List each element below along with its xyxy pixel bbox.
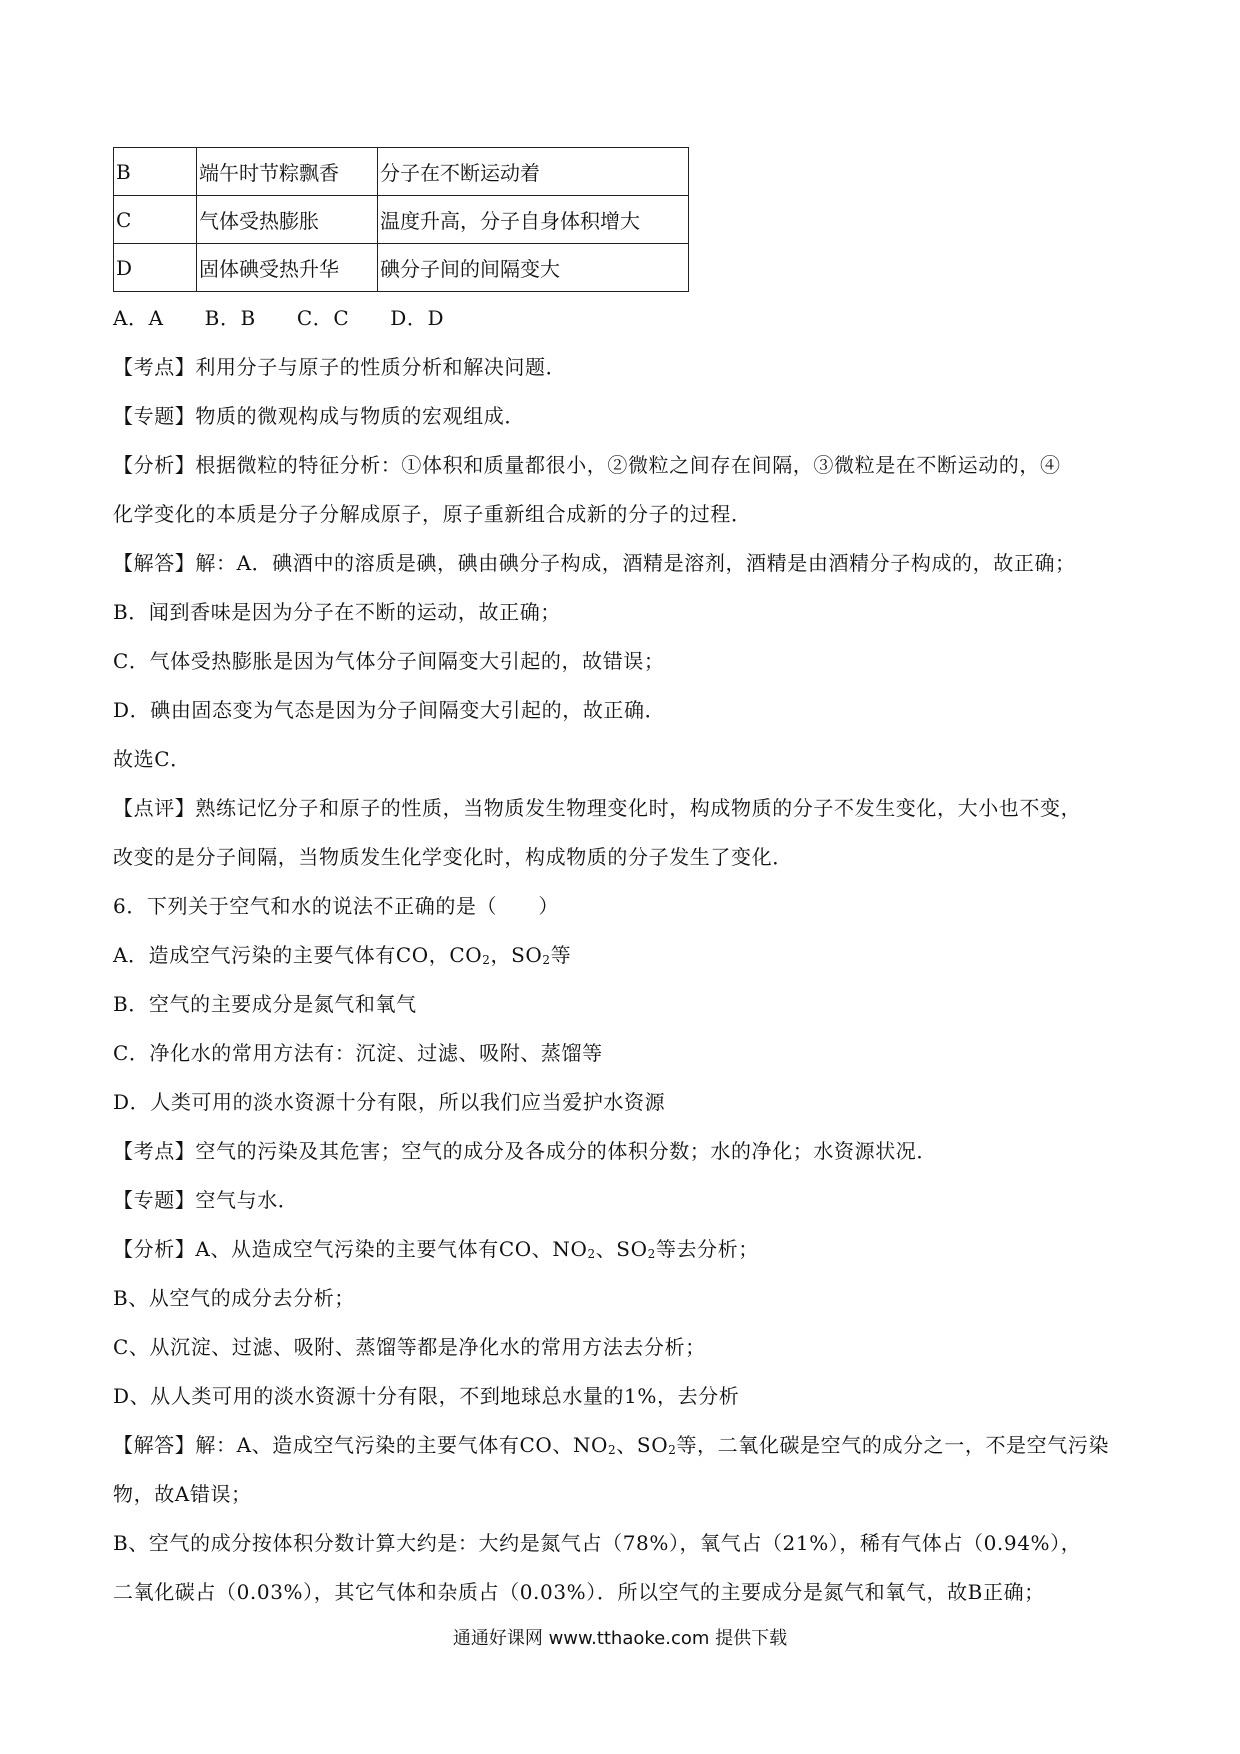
table-cell-explanation: 温度升高，分子自身体积增大 — [378, 196, 689, 244]
choice-c: C．C — [296, 306, 350, 330]
q6-option-d: D．人类可用的淡水资源十分有限，所以我们应当爱护水资源 — [113, 1090, 666, 1114]
choice-a: A．A — [113, 306, 164, 330]
q6-jieda-line3: B、空气的成分按体积分数计算大约是：大约是氮气占（78%），氧气占（21%），稀有气体占（0.94%）， — [113, 1531, 1082, 1555]
q5-zhuanti: 【专题】物质的微观构成与物质的宏观组成． — [113, 404, 525, 428]
q5-answer: 故选C． — [113, 747, 191, 771]
q6-stem: 6．下列关于空气和水的说法不正确的是（ ） — [113, 894, 559, 918]
table-row — [114, 148, 689, 196]
subscript: 2 — [608, 1443, 617, 1457]
table-cell-option: C — [114, 196, 197, 244]
q6-option-b: B．空气的主要成分是氮气和氧气 — [113, 992, 417, 1016]
q5-jieda-line1: 【解答】解：A．碘酒中的溶质是碘，碘由碘分子构成，酒精是溶剂，酒精是由酒精分子构成的，故正确； — [113, 551, 1076, 575]
table-cell-phenomenon: 固体碘受热升华 — [197, 244, 378, 292]
table-row — [114, 244, 689, 292]
q6-jieda-line1 — [113, 1430, 1143, 1460]
q6-fenxi-line4: D、从人类可用的淡水资源十分有限，不到地球总水量的1%，去分析 — [113, 1384, 740, 1408]
q6-fenxi-line2: B、从空气的成分去分析； — [113, 1286, 355, 1310]
q5-jieda-line3: C．气体受热膨胀是因为气体分子间隔变大引起的，故错误； — [113, 649, 665, 673]
subscript: 2 — [587, 1247, 596, 1261]
q6-option-a-text: ，SO — [490, 943, 543, 967]
table-cell-explanation: 碘分子间的间隔变大 — [378, 244, 689, 292]
q6-option-a — [113, 940, 1143, 970]
q6-option-c: C．净化水的常用方法有：沉淀、过滤、吸附、蒸馏等 — [113, 1041, 603, 1065]
q5-jieda-line2: B．闻到香味是因为分子在不断的运动，故正确； — [113, 600, 561, 624]
q6-kaodian: 【考点】空气的污染及其危害；空气的成分及各成分的体积分数；水的净化；水资源状况． — [113, 1139, 937, 1163]
q5-dianping-line2: 改变的是分子间隔，当物质发生化学变化时，构成物质的分子发生了变化． — [113, 845, 793, 869]
q6-jieda-text: 、SO — [616, 1433, 669, 1457]
q6-zhuanti: 【专题】空气与水． — [113, 1188, 299, 1212]
q5-fenxi-line2: 化学变化的本质是分子分解成原子，原子重新组合成新的分子的过程． — [113, 502, 752, 526]
table-cell-phenomenon: 气体受热膨胀 — [197, 196, 378, 244]
q6-option-a-text: A．造成空气污染的主要气体有CO，CO — [113, 943, 483, 967]
choice-b: B．B — [204, 306, 256, 330]
subscript: 2 — [647, 1247, 656, 1261]
subscript: 2 — [668, 1443, 677, 1457]
q6-jieda-line2: 物，故A错误； — [113, 1482, 252, 1506]
q6-fenxi-text: 【分析】A、从造成空气污染的主要气体有CO、NO — [113, 1237, 588, 1261]
table-cell-option: B — [114, 148, 197, 196]
table-cell-option: D — [114, 244, 197, 292]
q6-fenxi-line3: C、从沉淀、过滤、吸附、蒸馏等都是净化水的常用方法去分析； — [113, 1335, 706, 1359]
q6-fenxi-text: 、SO — [595, 1237, 648, 1261]
q6-jieda-line4: 二氧化碳占（0.03%），其它气体和杂质占（0.03%）．所以空气的主要成分是氮气和氧气，故B正确； — [113, 1580, 1045, 1604]
choice-d: D．D — [390, 306, 445, 330]
q5-jieda-line4: D．碘由固态变为气态是因为分子间隔变大引起的，故正确． — [113, 698, 666, 722]
q6-fenxi-line1 — [113, 1234, 1143, 1264]
q6-jieda-text: 【解答】解：A、造成空气污染的主要气体有CO、NO — [113, 1433, 609, 1457]
q5-choices — [113, 303, 1143, 333]
footer-download-note: 通通好课网 www.tthaoke.com 提供下载 — [452, 1628, 788, 1649]
q5-fenxi-line1: 【分析】根据微粒的特征分析：①体积和质量都很小，②微粒之间存在间隔，③微粒是在不断运动的，④ — [113, 453, 1061, 477]
q6-option-a-text: 等 — [550, 943, 572, 967]
q5-kaodian: 【考点】利用分子与原子的性质分析和解决问题． — [113, 355, 567, 379]
q6-fenxi-text: 等去分析； — [655, 1237, 759, 1261]
subscript: 2 — [482, 953, 491, 967]
q6-jieda-text: 等，二氧化碳是空气的成分之一，不是空气污染 — [676, 1433, 1110, 1457]
subscript: 2 — [542, 953, 551, 967]
table-cell-phenomenon: 端午时节粽飘香 — [197, 148, 378, 196]
options-table — [113, 147, 689, 292]
q5-dianping-line1: 【点评】熟练记忆分子和原子的性质，当物质发生物理变化时，构成物质的分子不发生变化，大小也不变， — [113, 796, 1082, 820]
table-row — [114, 196, 689, 244]
table-cell-explanation: 分子在不断运动着 — [378, 148, 689, 196]
